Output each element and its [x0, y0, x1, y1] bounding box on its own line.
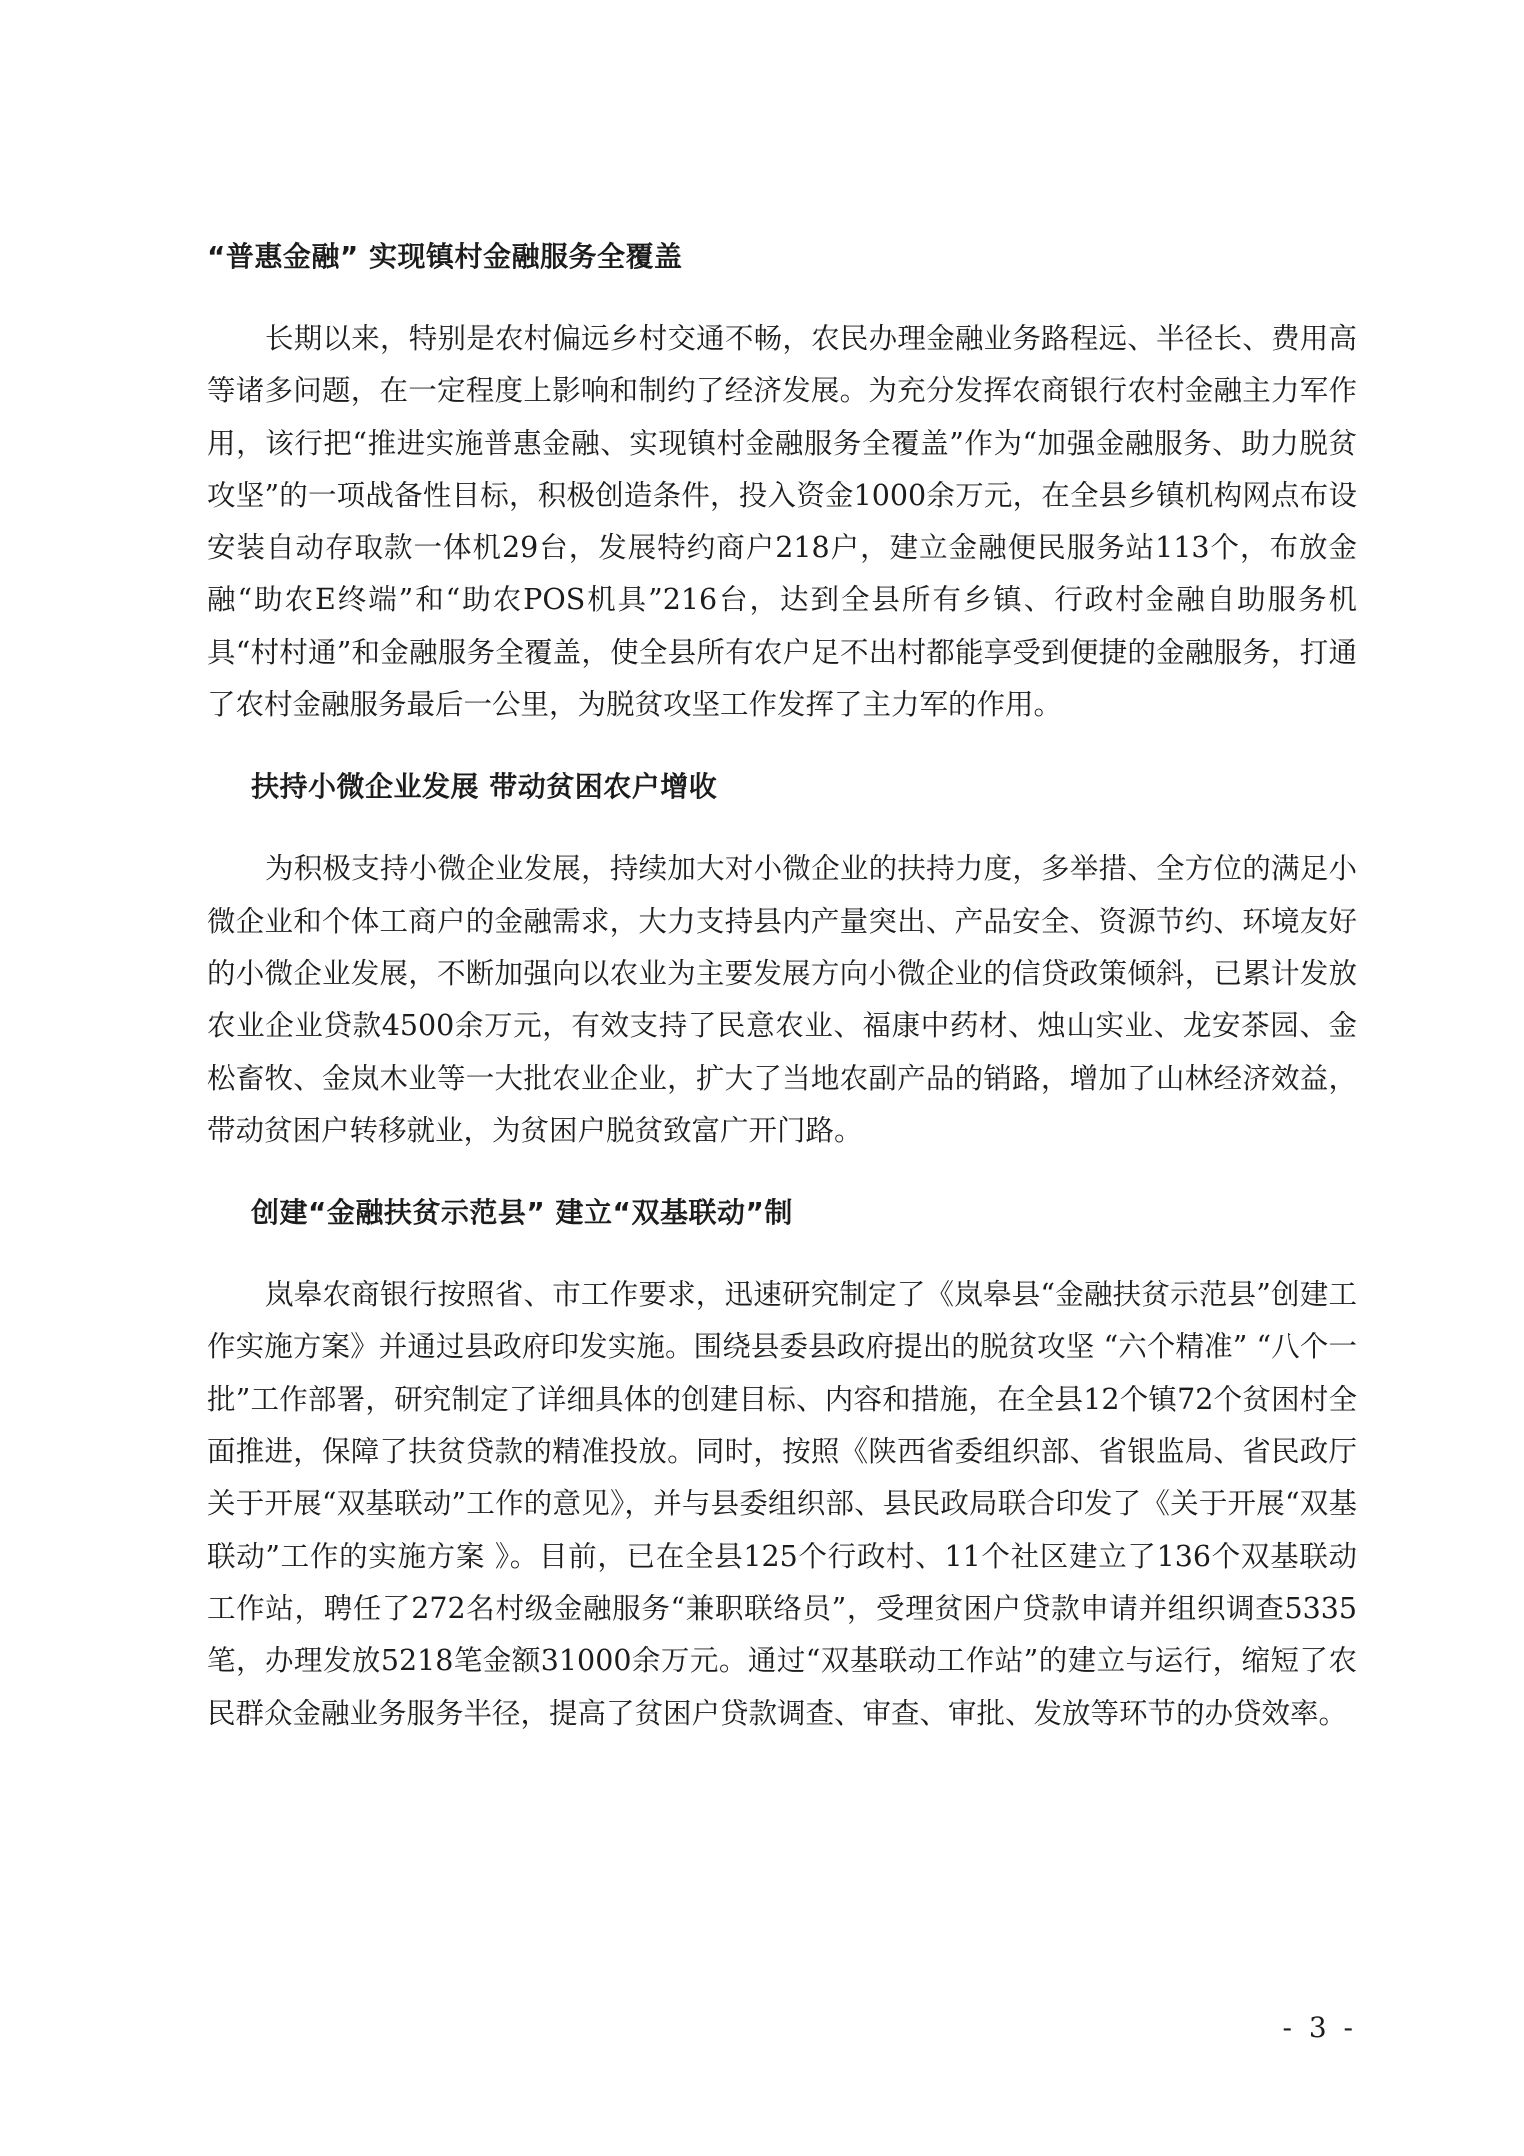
- section-heading: 创建“金融扶贫示范县” 建立“双基联动”制: [251, 1196, 793, 1230]
- section-paragraph: 为积极支持小微企业发展，持续加大对小微企业的扶持力度，多举措、全方位的满足小微企业和个体工商户的金融需求，大力支持县内产量突出、产品安全、资源节约、环境友好的小微企业发展，不断加强向以农业为主要发展方向小微企业的信贷政策倾斜，已累计发放农业企业贷款4500余万元，有效支持了民意农业、福康中药材、烛山实业、龙安茶园、金松畜牧、金岚木业等一大批农业企业，扩大了当地农副产品的销路，增加了山林经济效益，带动贫困户转移就业，为贫困户脱贫致富广开门路。: [207, 852, 1357, 1147]
- page-number: - 3 -: [1282, 2011, 1357, 2044]
- section-heading: 扶持小微企业发展 带动贫困农户增收: [251, 770, 718, 804]
- section-heading: “普惠金融” 实现镇村金融服务全覆盖: [207, 240, 683, 273]
- section-paragraph: 岚皋农商银行按照省、市工作要求，迅速研究制定了《岚皋县“金融扶贫示范县”创建工作实施方案》并通过县政府印发实施。围绕县委县政府提出的脱贫攻坚 “六个精准” “八个一批”工作部署，研究制定了详细具体的创建目标、内容和措施，在全县12个镇72个贫困村全面推进，保障了扶贫贷款的精准投放。同时，按照《陕西省委组织部、省银监局、省民政厅关于开展“双基联动”工作的意见》，并与县委组织部、县民政局联合印发了《关于开展“双基联动”工作的实施方案 》。目前，已在全县125个行政村、11个社区建立了136个双基联动工作站，聘任了272名村级金融服务“兼职联络员”，受理贫困户贷款申请并组织调查5335笔，办理发放5218笔金额31000余万元。通过“双基联动工作站”的建立与运行，缩短了农民群众金融业务服务半径，提高了贫困户贷款调查、审查、审批、发放等环节的办贷效率。: [207, 1278, 1357, 1730]
- section-paragraph: 长期以来，特别是农村偏远乡村交通不畅，农民办理金融业务路程远、半径长、费用高等诸多问题，在一定程度上影响和制约了经济发展。为充分发挥农商银行农村金融主力军作用，该行把“推进实施普惠金融、实现镇村金融服务全覆盖”作为“加强金融服务、助力脱贫攻坚”的一项战备性目标，积极创造条件，投入资金1000余万元，在全县乡镇机构网点布设安装自动存取款一体机29台，发展特约商户218户，建立金融便民服务站113个，布放金融“助农E终端”和“助农POS机具”216台，达到全县所有乡镇、行政村金融自助服务机具“村村通”和金融服务全覆盖，使全县所有农户足不出村都能享受到便捷的金融服务，打通了农村金融服务最后一公里，为脱贫攻坚工作发挥了主力军的作用。: [207, 322, 1357, 722]
- document-body: [207, 233, 1357, 1740]
